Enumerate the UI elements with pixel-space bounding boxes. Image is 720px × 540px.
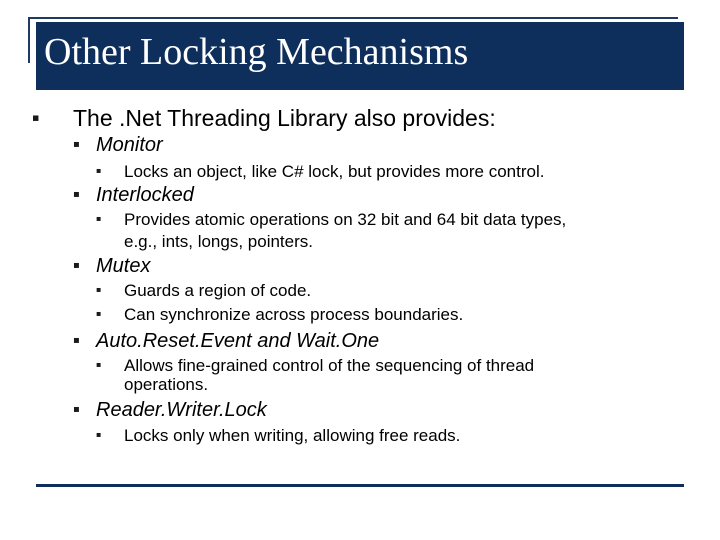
item-detail: Can synchronize across process boundaries. [124,305,464,324]
bullet-icon: ▪ [96,166,102,175]
title-decoration-top-line [28,17,678,19]
bullet-icon: ▪ [73,139,80,150]
bullet-icon: ▪ [73,260,80,271]
bullet-icon: ▪ [96,309,102,318]
item-detail: Allows fine-grained control of the sequencing of thread [124,356,535,375]
item-heading: Mutex [96,255,151,277]
item-heading: Reader.Writer.Lock [96,399,267,421]
item-detail: Guards a region of code. [124,281,312,300]
bottom-divider [36,484,684,487]
item-heading: Auto.Reset.Event and Wait.One [96,330,380,352]
bullet-icon: ▪ [73,189,80,200]
item-detail: e.g., ints, longs, pointers. [124,232,313,251]
bullet-icon: ▪ [96,285,102,294]
item-detail: Locks an object, like C# lock, but provides more control. [124,162,545,181]
item-detail: operations. [124,375,209,394]
bullet-icon: ▪ [96,430,102,439]
item-detail: Locks only when writing, allowing free reads. [124,426,461,445]
item-heading: Monitor [96,134,163,156]
bullet-icon: ▪ [96,360,102,369]
title-decoration-left-line [28,17,30,63]
bullet-icon: ▪ [73,404,80,415]
item-detail: Provides atomic operations on 32 bit and 64 bit data types, [124,210,567,229]
bullet-icon: ▪ [96,214,102,223]
bullet-icon: ▪ [32,111,40,124]
slide-title: Other Locking Mechanisms [44,31,469,73]
intro-text: The .Net Threading Library also provides: [73,105,496,131]
bullet-icon: ▪ [73,335,80,346]
item-heading: Interlocked [96,184,194,206]
